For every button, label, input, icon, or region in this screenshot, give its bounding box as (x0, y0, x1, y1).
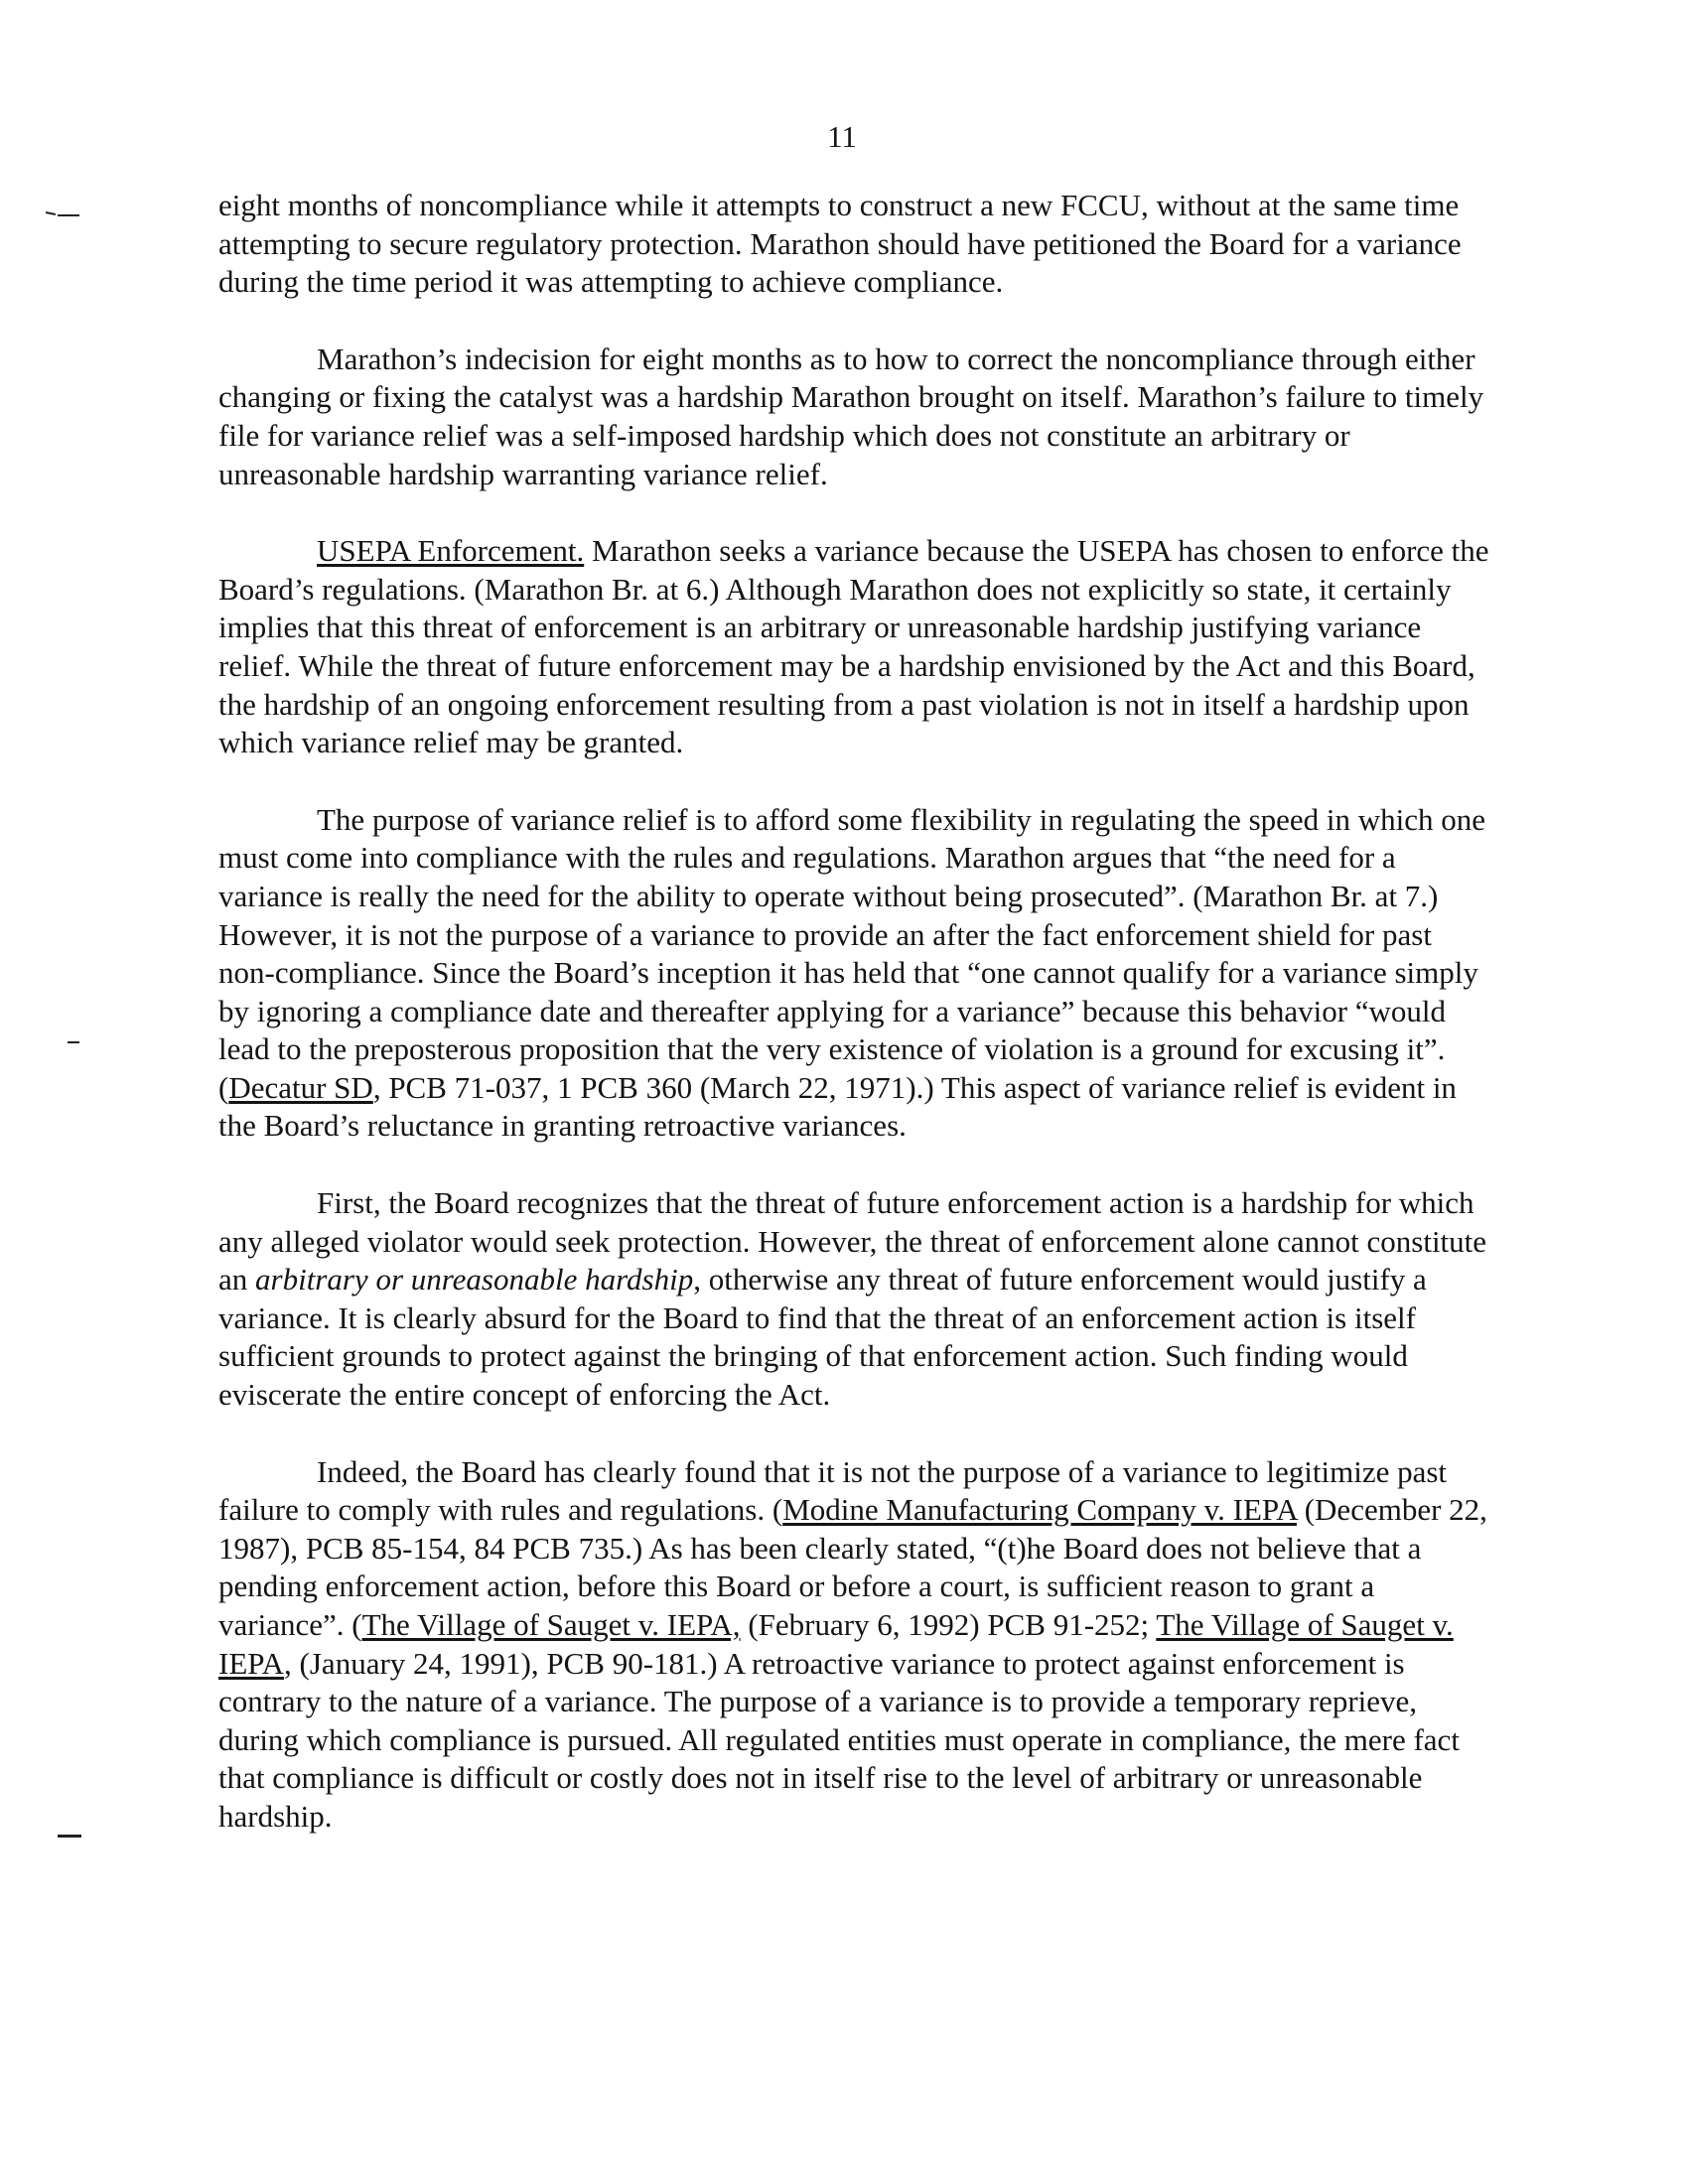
paragraph-2 (218, 341, 1489, 493)
case-citation-modine: Modine Manufacturing Company v. IEPA (782, 1492, 1297, 1528)
paragraph-6-text-b: (December 22, 1987), PCB 85-154, 84 PCB 735.) As has been clearly stated, “(t)he Board does not believe that a pending enforcement action, before this Board or before a court, is sufficient reason to grant a variance”. ( (218, 1492, 1487, 1642)
case-citation-decatur: Decatur SD (228, 1069, 373, 1105)
emphasis-arbitrary-hardship: arbitrary or unreasonable hardship (255, 1262, 694, 1297)
paragraph-6-text-c: (February 6, 1992) PCB 91-252; (740, 1607, 1157, 1642)
page-number: 11 (827, 119, 857, 154)
body-text (218, 187, 1489, 1875)
paragraph-1-text: eight months of noncompliance while it attempts to construct a new FCCU, without at the same time attempting to secure regulatory protection. Marathon should have petitioned the Board for a variance during the time period it was attempting to achieve compliance. (218, 188, 1462, 300)
paragraph-4-text-a: The purpose of variance relief is to afford some flexibility in regulating the speed in which one must come into compliance with the rules and regulations. Marathon argues that “the need for a variance is really the need for the ability to operate without being prosecuted”. (Marathon Br. at 7.) However, it is not the purpose of a variance to provide an after the fact enforcement shield for past non-compliance. Since the Board’s inception it has held that “one cannot qualify for a variance simply by ignoring a compliance date and thereafter applying for a variance” because this behavior “would lead to the preposterous proposition that the very existence of violation is a ground for excusing it”. ( (218, 801, 1486, 1105)
paragraph-4-text-b: , PCB 71-037, 1 PCB 360 (March 22, 1971).) This aspect of variance relief is evident in the Board’s reluctance in granting retroactive variances. (218, 1069, 1457, 1144)
paragraph-4 (218, 801, 1489, 1146)
paragraph-3-text: Marathon seeks a variance because the USEPA has chosen to enforce the Board’s regulations. (Marathon Br. at 6.) Although Marathon does not explicitly so state, it certainly implies that this threat of enforcement is an arbitrary or unreasonable hardship justifying variance relief. While the threat of future enforcement may be a hardship envisioned by the Act and this Board, the hardship of an ongoing enforcement resulting from a past violation is not in itself a hardship upon which variance relief may be granted. (218, 533, 1489, 760)
margin-mark (46, 211, 56, 215)
paragraph-5-text-a: First, the Board recognizes that the threat of future enforcement action is a hardship for which any alleged violator would seek protection. However, the threat of enforcement alone cannot constitute an (218, 1185, 1487, 1297)
margin-mark (68, 1041, 79, 1043)
paragraph-5 (218, 1184, 1489, 1415)
paragraph-6 (218, 1453, 1489, 1837)
margin-mark (58, 214, 79, 216)
case-citation-sauget-1991: The Village of Sauget v. IEPA (218, 1607, 1454, 1681)
case-citation-sauget-1992: The Village of Sauget v. IEPA, (361, 1607, 741, 1642)
paragraph-2-text: Marathon’s indecision for eight months as to how to correct the noncompliance through either changing or fixing the catalyst was a hardship Marathon brought on itself. Marathon’s failure to timely file for variance relief was a self-imposed hardship which does not constitute an arbitrary or unreasonable hardship warranting variance relief. (218, 341, 1484, 491)
paragraph-6-text-d: , (January 24, 1991), PCB 90-181.) A retroactive variance to protect against enforcement is contrary to the nature of a variance. The purpose of a variance is to provide a temporary reprieve, during which compliance is pursued. All regulated entities must operate in compliance, the mere fact that compliance is difficult or costly does not in itself rise to the level of arbitrary or unreasonable hardship. (218, 1645, 1460, 1834)
paragraph-1 (218, 187, 1489, 302)
paragraph-5-text-b: , otherwise any threat of future enforcement would justify a variance. It is clearly absurd for the Board to find that the threat of an enforcement action is itself sufficient grounds to protect against the bringing of that enforcement action. Such finding would eviscerate the entire concept of enforcing the Act. (218, 1262, 1427, 1413)
margin-mark (58, 1835, 81, 1838)
paragraph-6-text-a: Indeed, the Board has clearly found that it is not the purpose of a variance to legitimize past failure to comply with rules and regulations. ( (218, 1453, 1448, 1528)
section-heading-usepa-enforcement: USEPA Enforcement. (317, 533, 585, 569)
paragraph-3 (218, 532, 1489, 762)
